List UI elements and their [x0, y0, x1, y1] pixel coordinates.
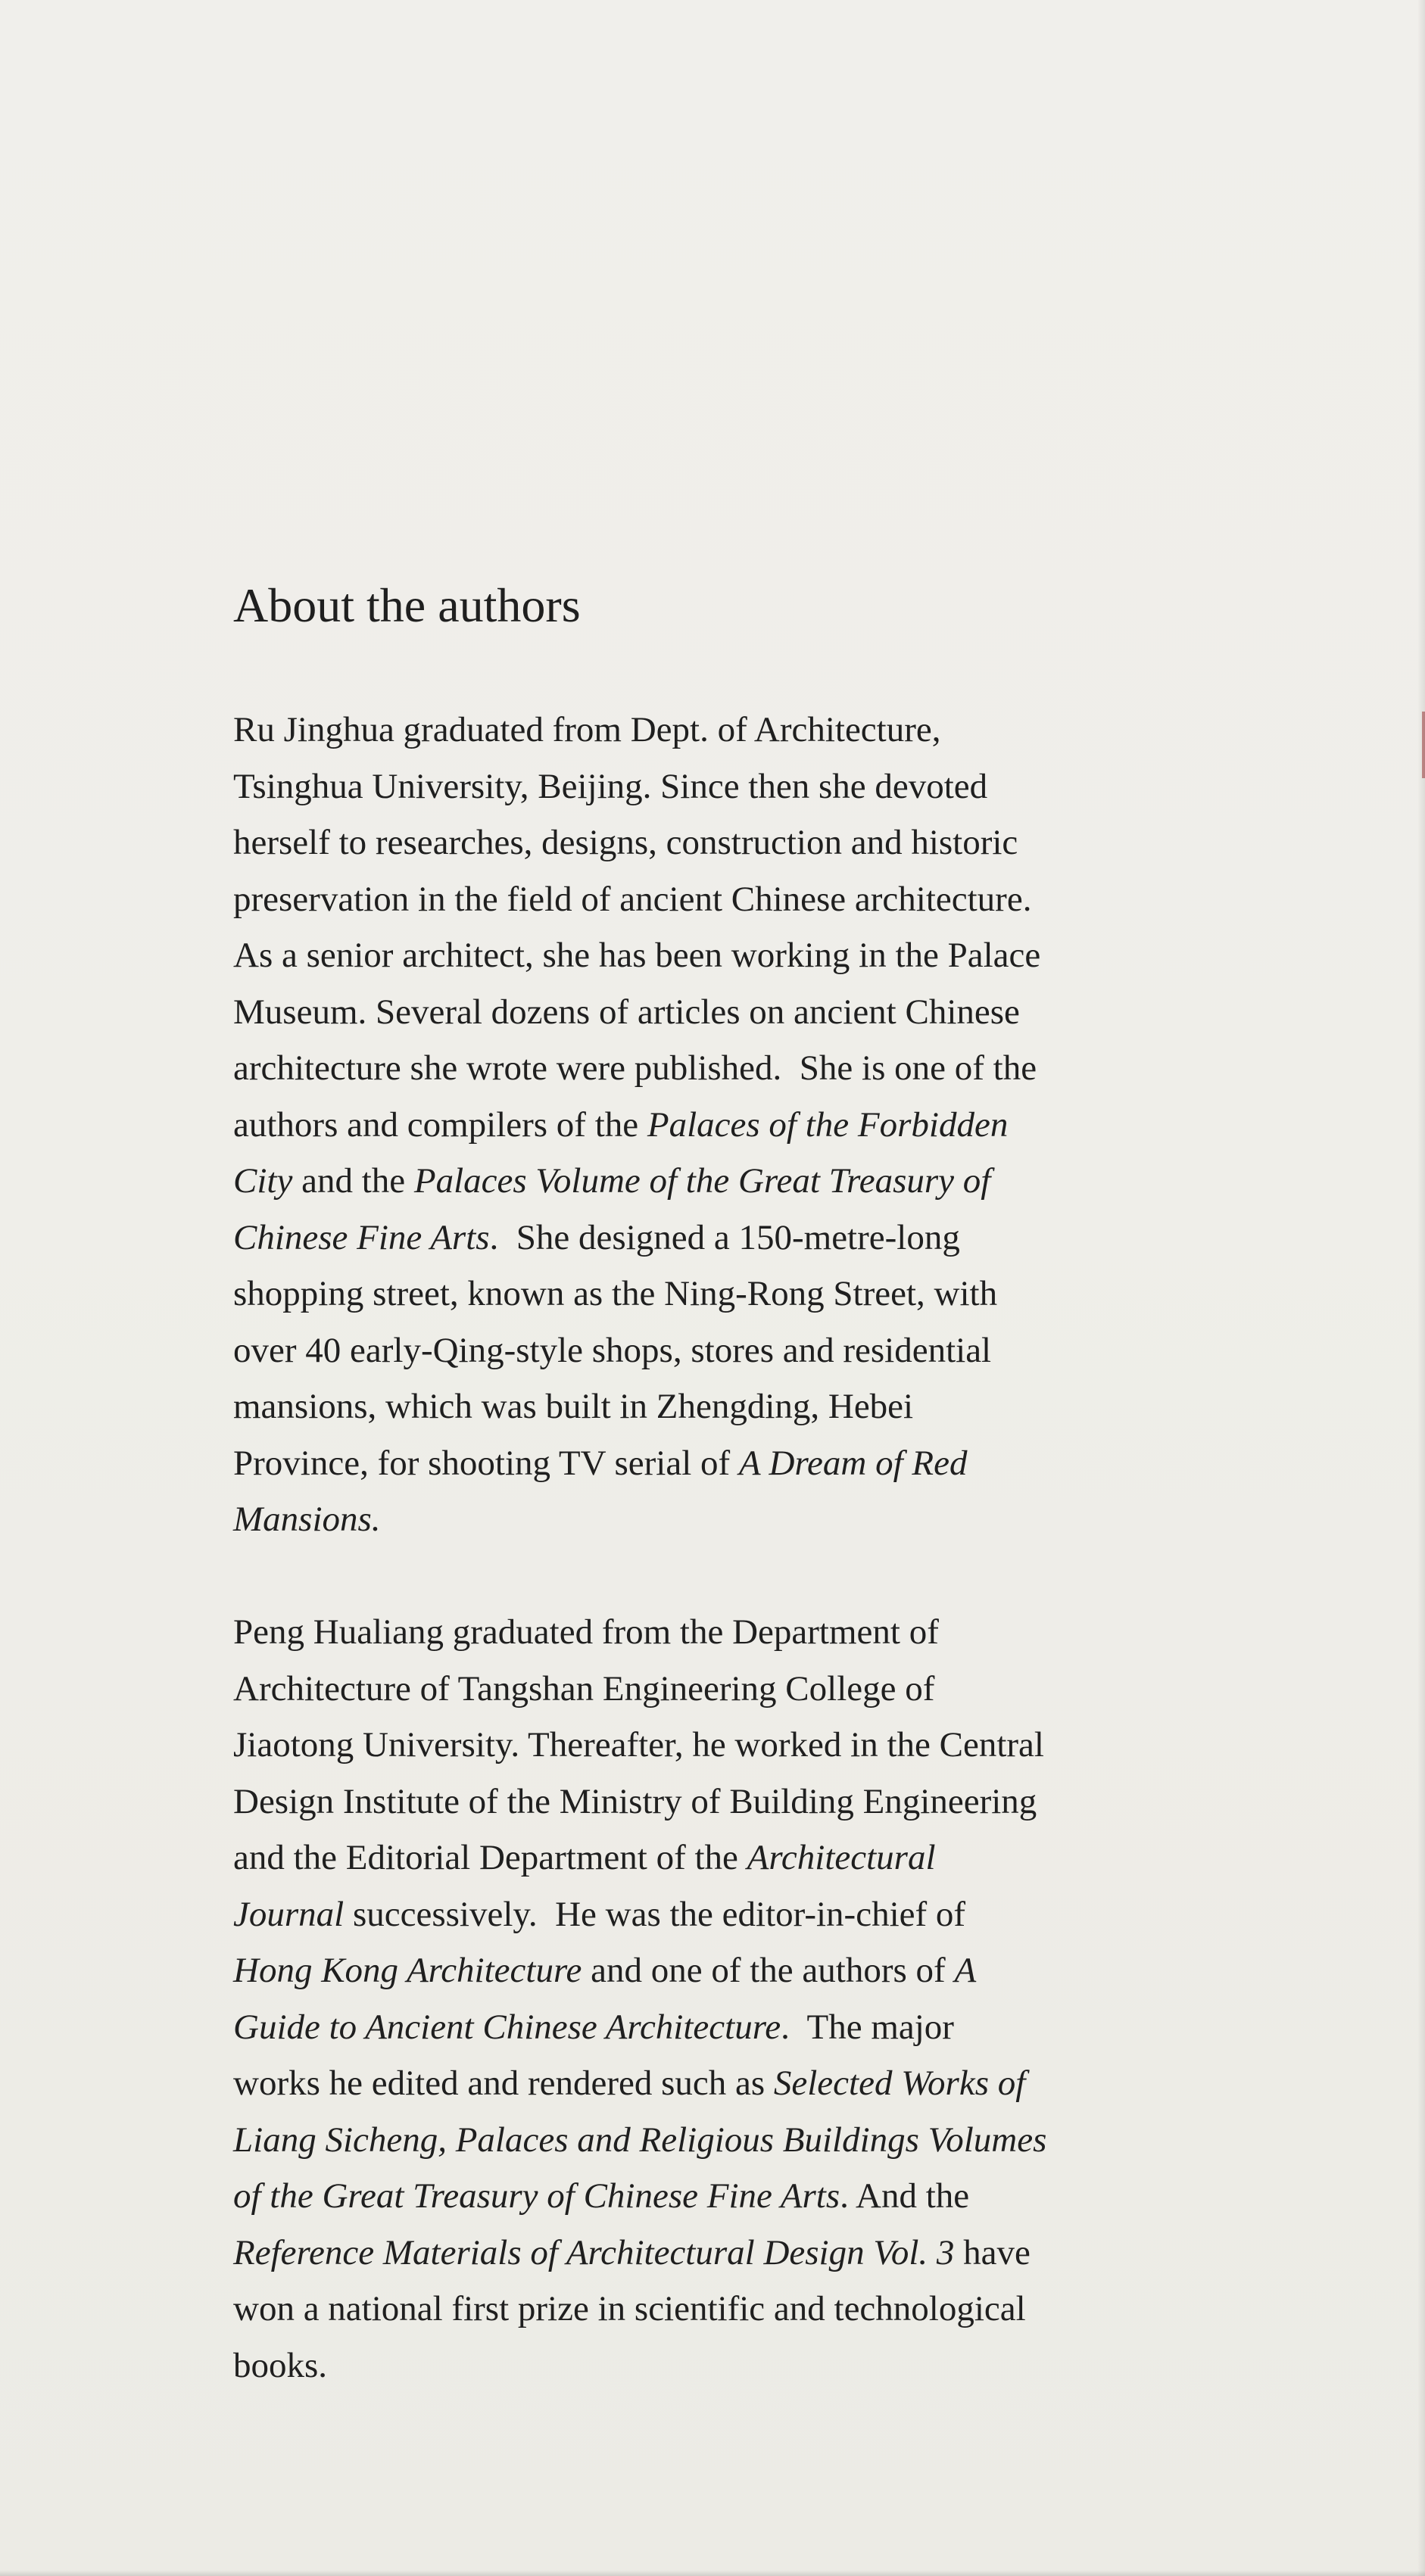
- italic-title-text: City: [233, 1161, 293, 1201]
- text-line: [233, 1942, 1112, 1999]
- italic-title-text: Palaces of the Forbidden: [647, 1104, 1009, 1145]
- bio-paragraph: [233, 1604, 1112, 2394]
- italic-title-text: Guide to Ancient Chinese Architecture: [233, 2007, 781, 2047]
- text-line: [233, 1097, 1112, 1154]
- body-text: have: [954, 2232, 1031, 2272]
- italic-title-text: A: [954, 1951, 977, 1991]
- italic-title-text: Liang Sicheng, Palaces and Religious Buildings Volumes: [233, 2120, 1047, 2160]
- italic-title-text: Chinese Fine Arts: [233, 1217, 490, 1257]
- body-text: As a senior architect, she has been working in the Palace: [233, 936, 1041, 976]
- italic-title-text: Palaces Volume of the Great Treasury of: [413, 1161, 991, 1201]
- italic-title-text: Architectural: [747, 1838, 936, 1878]
- body-text: Architecture of Tangshan Engineering College of: [233, 1668, 935, 1709]
- text-line: [233, 815, 1112, 871]
- text-line: [233, 1153, 1112, 1210]
- body-text: and the: [292, 1161, 414, 1201]
- text-line: [233, 2281, 1112, 2338]
- text-line: [233, 1322, 1112, 1379]
- text-line: [233, 2225, 1112, 2282]
- text-line: [233, 1886, 1112, 1943]
- body-text: herself to researches, designs, construction and historic: [233, 823, 1018, 863]
- body-text: . The major: [781, 2007, 954, 2047]
- italic-title-text: Selected Works of: [773, 2064, 1026, 2104]
- text-line: [233, 758, 1112, 815]
- page-bottom-edge: [0, 2570, 1425, 2576]
- text-line: [233, 1830, 1112, 1886]
- body-text: successively. He was the editor-in-chief of: [344, 1894, 966, 1934]
- italic-title-text: Reference Materials of Architectural Design Vol. 3: [233, 2232, 955, 2272]
- text-line: [233, 1661, 1112, 1718]
- body-text: Tsinghua University, Beijing. Since then she devoted: [233, 766, 988, 806]
- body-text: Ru Jinghua graduated from Dept. of Architecture,: [233, 710, 941, 750]
- text-line: [233, 1040, 1112, 1097]
- body-text: Province, for shooting TV serial of: [233, 1443, 739, 1483]
- text-line: [233, 2055, 1112, 2112]
- text-line: [233, 1491, 1112, 1548]
- body-text: Museum. Several dozens of articles on ancient Chinese: [233, 992, 1020, 1032]
- text-line: [233, 702, 1112, 758]
- body-text: over 40 early-Qing-style shops, stores and residential: [233, 1330, 992, 1370]
- text-line: [233, 1999, 1112, 2056]
- text-line: [233, 2168, 1112, 2225]
- italic-title-text: Journal: [233, 1894, 345, 1934]
- italic-title-text: Hong Kong Architecture: [233, 1951, 582, 1991]
- body-text: . She designed a 150-metre-long: [489, 1217, 960, 1257]
- text-block: [233, 579, 1112, 2394]
- text-line: [233, 1435, 1112, 1492]
- body-text: preservation in the field of ancient Chinese architecture.: [233, 879, 1032, 919]
- body-text: Design Institute of the Ministry of Building Engineering: [233, 1781, 1037, 1821]
- text-line: [233, 1717, 1112, 1774]
- body-text: books.: [233, 2345, 328, 2385]
- body-text: mansions, which was built in Zhengding, Hebei: [233, 1387, 914, 1427]
- italic-title-text: of the Great Treasury of Chinese Fine Arts: [233, 2176, 840, 2216]
- text-line: [233, 2112, 1112, 2169]
- bio-paragraph: [233, 702, 1112, 1548]
- body-text: architecture she wrote were published. She is one of the: [233, 1048, 1037, 1089]
- body-text: Peng Hualiang graduated from the Department of: [233, 1612, 939, 1652]
- paragraph-list: [233, 702, 1112, 2394]
- body-text: Jiaotong University. Thereafter, he worked in the Central: [233, 1725, 1044, 1765]
- body-text: and one of the authors of: [582, 1951, 955, 1991]
- page-heading: About the authors: [233, 578, 581, 632]
- text-line: [233, 1210, 1112, 1266]
- text-line: [233, 1774, 1112, 1830]
- text-line: [233, 927, 1112, 984]
- italic-title-text: Mansions.: [233, 1500, 381, 1540]
- text-line: [233, 1266, 1112, 1322]
- body-text: shopping street, known as the Ning-Rong Street, with: [233, 1274, 998, 1314]
- text-line: [233, 984, 1112, 1041]
- text-line: [233, 2338, 1112, 2394]
- body-text: . And the: [840, 2176, 970, 2216]
- body-text: authors and compilers of the: [233, 1104, 647, 1145]
- ribbon-marker: [1422, 712, 1425, 778]
- text-line: [233, 1604, 1112, 1661]
- text-line: [233, 871, 1112, 928]
- body-text: won a national first prize in scientific and technological: [233, 2289, 1026, 2329]
- italic-title-text: A Dream of Red: [738, 1443, 968, 1483]
- body-text: works he edited and rendered such as: [233, 2064, 774, 2104]
- body-text: and the Editorial Department of the: [233, 1838, 747, 1878]
- text-line: [233, 1378, 1112, 1435]
